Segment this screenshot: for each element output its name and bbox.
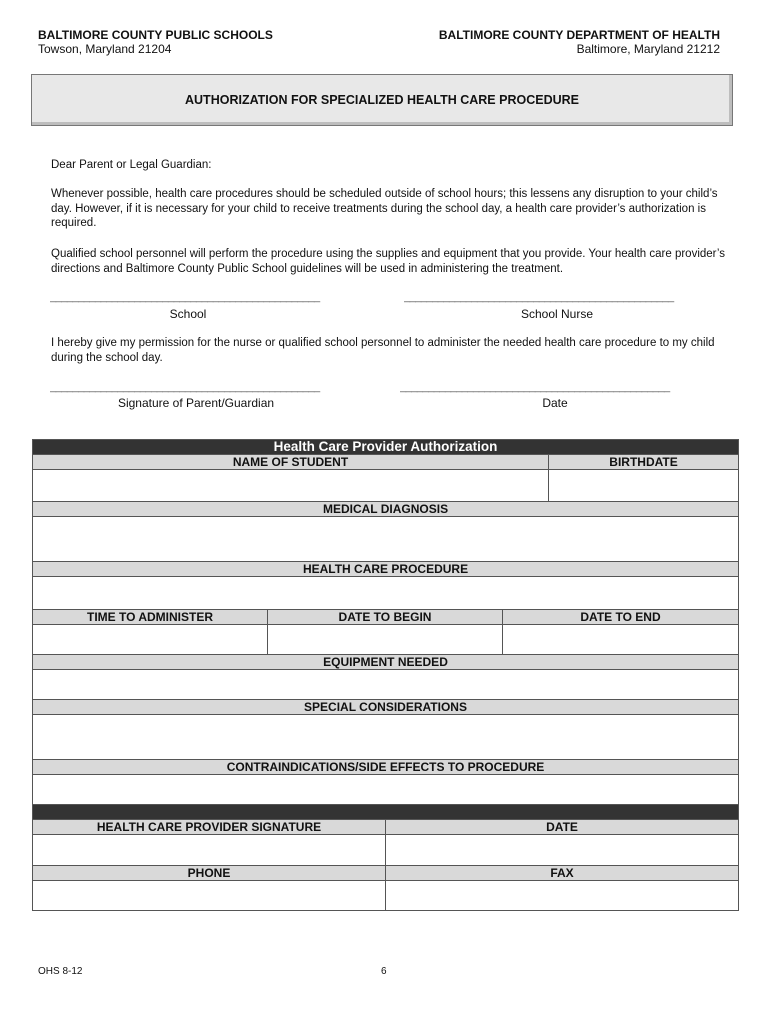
parent-signature-label: Signature of Parent/Guardian — [117, 396, 275, 410]
time-to-administer-label: TIME TO ADMINISTER — [33, 610, 268, 625]
birthdate-label: BIRTHDATE — [549, 455, 739, 470]
provider-date-field[interactable] — [386, 835, 739, 866]
fax-field[interactable] — [386, 881, 739, 911]
header-right-address: Baltimore, Maryland 21212 — [576, 42, 720, 56]
fax-label: FAX — [386, 866, 739, 881]
health-care-procedure-field[interactable] — [33, 577, 739, 610]
section-divider-bar — [33, 805, 739, 820]
date-to-begin-label: DATE TO BEGIN — [268, 610, 503, 625]
school-signature-line[interactable]: ________________________________________________ — [50, 291, 320, 303]
provider-signature-field[interactable] — [33, 835, 386, 866]
paragraph-scheduling: Whenever possible, health care procedures should be scheduled outside of school hours; this lessens any disruption to your child’s day. However, if it is necessary for your child to receive treatments during the school day, a health care provider’s authorization is required. — [51, 188, 718, 229]
equipment-needed-label: EQUIPMENT NEEDED — [33, 655, 739, 670]
provider-date-label: DATE — [386, 820, 739, 835]
contraindications-label: CONTRAINDICATIONS/SIDE EFFECTS TO PROCEDURE — [33, 760, 739, 775]
medical-diagnosis-field[interactable] — [33, 517, 739, 562]
contraindications-field[interactable] — [33, 775, 739, 805]
paragraph-personnel: Qualified school personnel will perform the procedure using the supplies and equipment that you provide. Your health care provider’s directions and Baltimore County Public School guidelines will be used in administering the treatment. — [51, 248, 726, 275]
birthdate-field[interactable] — [549, 470, 739, 502]
name-of-student-label: NAME OF STUDENT — [33, 455, 549, 470]
paragraph-permission: I hereby give my permission for the nurse or qualified school personnel to administer the needed health care procedure to my child during the school day. — [51, 337, 715, 364]
date-to-begin-field[interactable] — [268, 625, 503, 655]
time-to-administer-field[interactable] — [33, 625, 268, 655]
date-to-end-label: DATE TO END — [503, 610, 739, 625]
medical-diagnosis-label: MEDICAL DIAGNOSIS — [33, 502, 739, 517]
page-number: 6 — [381, 966, 387, 977]
parent-date-label: Date — [542, 396, 568, 410]
page-title: AUTHORIZATION FOR SPECIALIZED HEALTH CARE PROCEDURE — [185, 93, 579, 107]
date-to-end-field[interactable] — [503, 625, 739, 655]
phone-field[interactable] — [33, 881, 386, 911]
phone-label: PHONE — [33, 866, 386, 881]
provider-authorization-table — [32, 439, 739, 911]
school-label: School — [169, 307, 207, 321]
school-nurse-label: School Nurse — [520, 307, 594, 321]
form-heading: Health Care Provider Authorization — [33, 440, 739, 455]
form-code: OHS 8-12 — [38, 966, 83, 977]
greeting: Dear Parent or Legal Guardian: — [51, 159, 212, 171]
provider-signature-label: HEALTH CARE PROVIDER SIGNATURE — [33, 820, 386, 835]
header-left-org: BALTIMORE COUNTY PUBLIC SCHOOLS — [38, 28, 273, 42]
special-considerations-label: SPECIAL CONSIDERATIONS — [33, 700, 739, 715]
title-box — [31, 74, 733, 126]
special-considerations-field[interactable] — [33, 715, 739, 760]
header-left-address: Towson, Maryland 21204 — [38, 42, 172, 56]
parent-signature-line[interactable]: ________________________________________________ — [50, 381, 320, 393]
equipment-needed-field[interactable] — [33, 670, 739, 700]
school-nurse-signature-line[interactable]: ________________________________________________ — [404, 291, 674, 303]
parent-date-line[interactable]: ________________________________________________ — [400, 381, 670, 393]
name-of-student-field[interactable] — [33, 470, 549, 502]
health-care-procedure-label: HEALTH CARE PROCEDURE — [33, 562, 739, 577]
header-right-org: BALTIMORE COUNTY DEPARTMENT OF HEALTH — [438, 28, 720, 42]
